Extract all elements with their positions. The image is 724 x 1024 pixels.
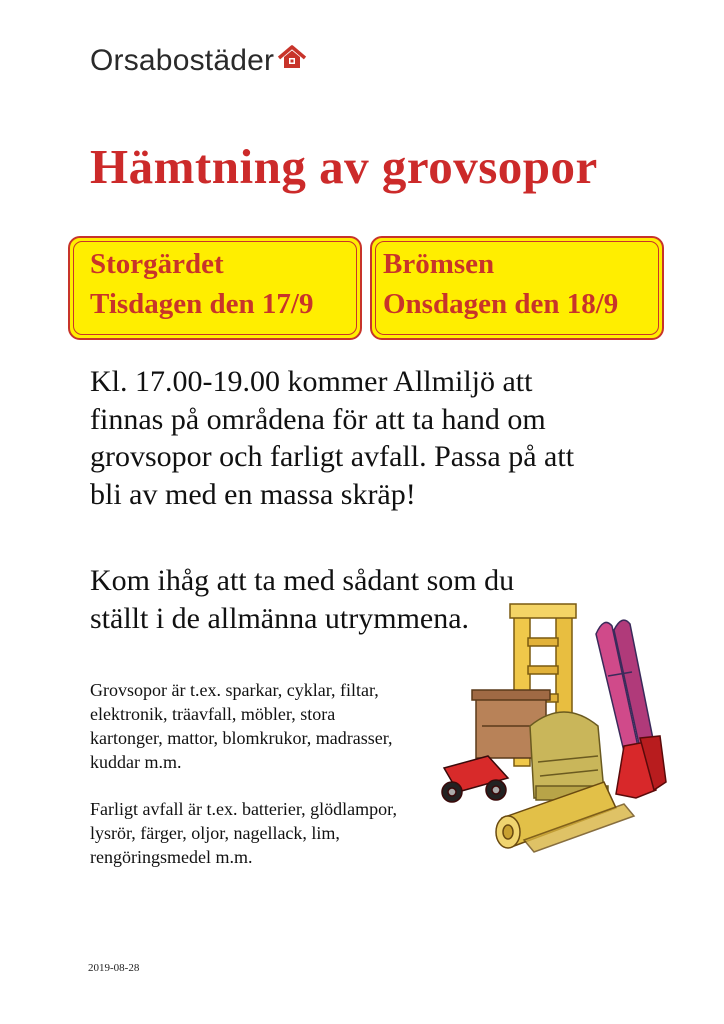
bulky-waste-list bbox=[90, 678, 393, 774]
schedule-date: Onsdagen den 18/9 bbox=[383, 288, 619, 320]
schedule-date: Tisdagen den 17/9 bbox=[90, 288, 314, 320]
text-line: rengöringsmedel m.m. bbox=[90, 847, 253, 867]
schedule-box-bromsen bbox=[370, 236, 664, 340]
toy-car-icon bbox=[442, 756, 508, 802]
hazardous-waste-list bbox=[90, 797, 397, 869]
text-line: kartonger, mattor, blomkrukor, madrasser, bbox=[90, 728, 393, 748]
text-line: lysrör, färger, oljor, nagellack, lim, bbox=[90, 823, 340, 843]
page-title: Hämtning av grovsopor bbox=[90, 139, 598, 194]
text-line: ställt i de allmänna utrymmena. bbox=[90, 601, 470, 635]
text-line: Kom ihåg att ta med sådant som du bbox=[90, 564, 515, 597]
junk-pile-illustration bbox=[428, 586, 668, 876]
schedule-area: Brömsen bbox=[383, 248, 495, 280]
text-line: kuddar m.m. bbox=[90, 752, 182, 772]
text-line: finnas på områdena för att ta hand om bbox=[90, 402, 546, 436]
text-line: Kl. 17.00-19.00 kommer Allmiljö att bbox=[90, 365, 533, 398]
house-logo-icon bbox=[277, 45, 307, 76]
text-line: elektronik, träavfall, möbler, stora bbox=[90, 704, 336, 724]
document-date: 2019-08-28 bbox=[88, 962, 140, 974]
intro-paragraph bbox=[90, 363, 574, 513]
text-line: grovsopor och farligt avfall. Passa på att bbox=[90, 440, 575, 473]
text-line: Grovsopor är t.ex. sparkar, cyklar, filtar, bbox=[90, 680, 379, 700]
text-line: bli av med en massa skräp! bbox=[90, 477, 416, 511]
brand-logo bbox=[90, 44, 307, 78]
brand-name: Orsabostäder bbox=[90, 44, 275, 77]
schedule-area: Storgärdet bbox=[90, 248, 224, 280]
schedule-box-storgardet bbox=[68, 236, 362, 340]
text-line: Farligt avfall är t.ex. batterier, glödlampor, bbox=[90, 799, 397, 819]
